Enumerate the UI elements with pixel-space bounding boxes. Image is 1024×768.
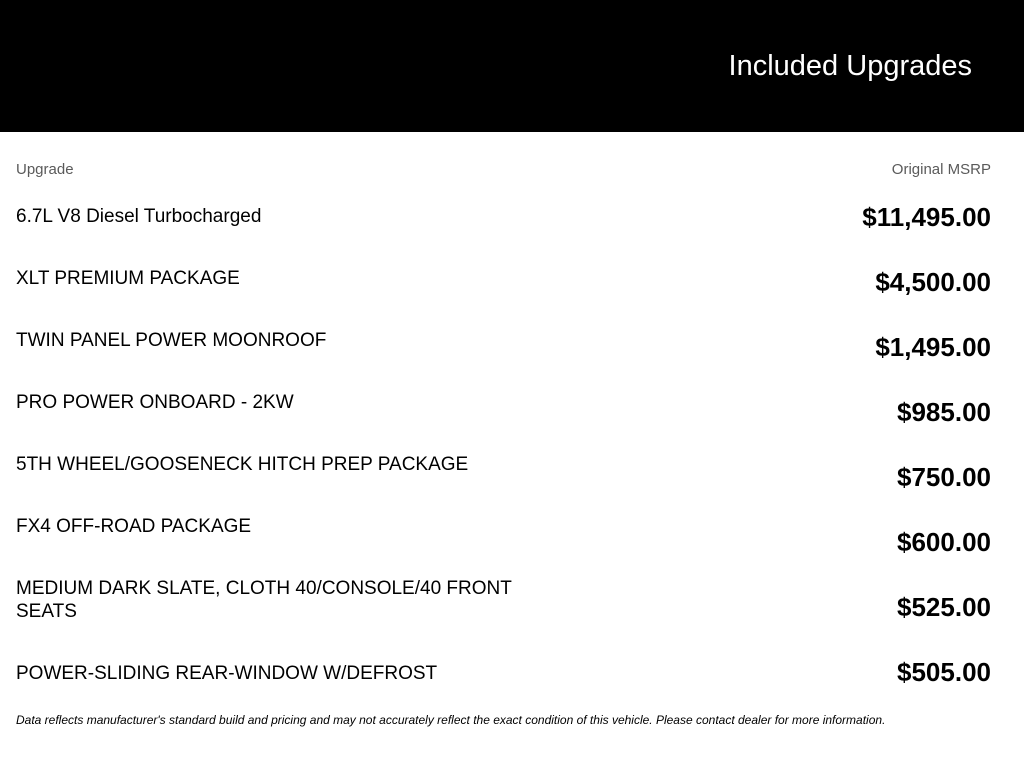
upgrade-price: $1,495.00: [875, 332, 991, 362]
page-title: Included Upgrades: [728, 50, 972, 82]
upgrade-price: $750.00: [897, 462, 991, 492]
upgrade-name: PRO POWER ONBOARD - 2KW: [16, 392, 294, 413]
upgrade-price: $525.00: [897, 592, 991, 622]
column-header-upgrade: Upgrade: [16, 161, 74, 178]
upgrade-price: $11,495.00: [862, 202, 991, 232]
header-banner: [0, 0, 1024, 132]
disclaimer-text: Data reflects manufacturer's standard build and pricing and may not accurately reflect the exact condition of this vehicle. Please contact dealer for more information.: [16, 713, 886, 727]
upgrade-name: 6.7L V8 Diesel Turbocharged: [16, 206, 262, 227]
column-header-msrp: Original MSRP: [891, 161, 991, 178]
upgrade-name: MEDIUM DARK SLATE, CLOTH 40/CONSOLE/40 FRONT SEATS: [16, 578, 512, 622]
upgrade-name: XLT PREMIUM PACKAGE: [16, 268, 240, 289]
upgrade-price: $985.00: [897, 397, 991, 427]
upgrade-name: TWIN PANEL POWER MOONROOF: [16, 330, 327, 351]
upgrade-price: $600.00: [897, 527, 991, 557]
upgrade-name: POWER-SLIDING REAR-WINDOW W/DEFROST: [16, 663, 438, 684]
upgrade-price: $505.00: [897, 657, 991, 687]
upgrade-name: 5TH WHEEL/GOOSENECK HITCH PREP PACKAGE: [16, 454, 469, 475]
upgrade-price: $4,500.00: [875, 267, 991, 297]
upgrade-name: FX4 OFF-ROAD PACKAGE: [16, 516, 252, 537]
